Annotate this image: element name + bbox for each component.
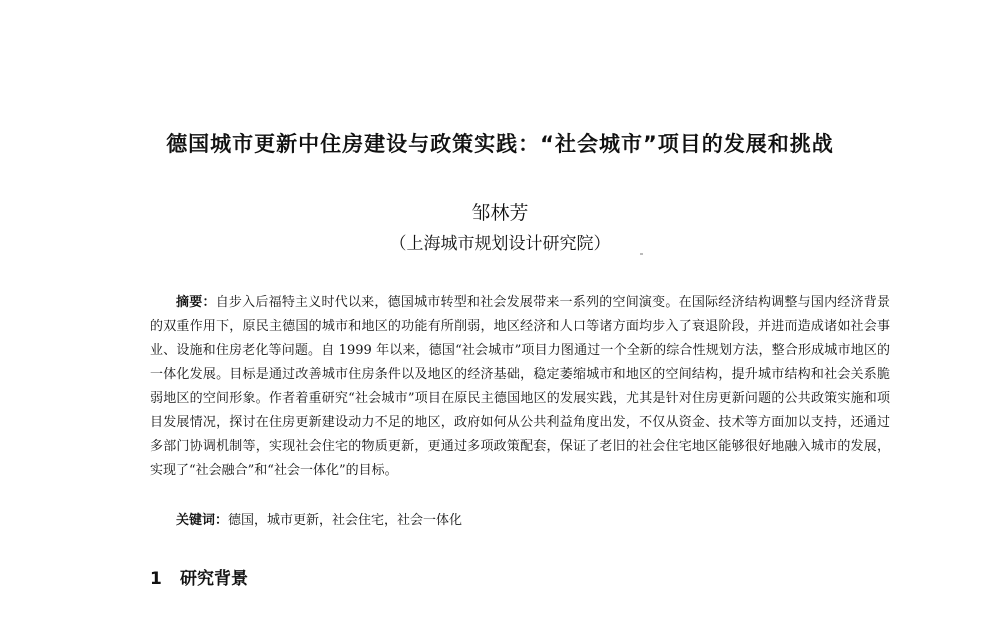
keywords-text: 德国，城市更新，社会住宅，社会一体化 xyxy=(228,513,463,528)
keywords xyxy=(176,509,876,533)
paper-title: 德国城市更新中住房建设与政策实践：“社会城市”项目的发展和挑战 xyxy=(166,132,834,156)
abstract xyxy=(150,291,890,483)
author-name: 邹林芳 xyxy=(471,202,529,224)
abstract-text: 自步入后福特主义时代以来，德国城市转型和社会发展带来一系列的空间演变。在国际经济结构调整与国内经济背景的双重作用下，原民主德国的城市和地区的功能有所削弱，地区经济和人口等诸方面均步入了衰退阶段，并进而造成诸如社会事业、设施和住房老化等问题。自 1999 年以来，德国“社会城市”项目力图通过一个全新的综合性规划方法，整合形成城市地区的一体化发展。目标是通过改善城市住房条件以及地区的经济基础，稳定萎缩城市和地区的空间结构，提升城市结构和社会关系脆弱地区的空间形象。作者着重研究“社会城市”项目在原民主德国地区的发展实践，尤其是针对住房更新问题的公共政策实施和项目发展情况，探讨在住房更新建设动力不足的地区，政府如何从公共利益角度出发，不仅从资金、技术等方面加以支持，还通过多部门协调机制等，实现社会住宅的物质更新，更通过多项政策配套，保证了老旧的社会住宅地区能够很好地融入城市的发展，实现了“社会融合”和“社会一体化”的目标。 xyxy=(150,295,890,478)
section-title: 研究背景 xyxy=(180,569,248,589)
keywords-label: 关键词： xyxy=(176,513,229,528)
section-number: 1 xyxy=(150,569,162,589)
author-affiliation: （上海城市规划设计研究院） xyxy=(389,234,611,254)
section-heading xyxy=(150,564,248,589)
scan-speck xyxy=(640,253,643,255)
abstract-label: 摘要： xyxy=(176,295,216,310)
